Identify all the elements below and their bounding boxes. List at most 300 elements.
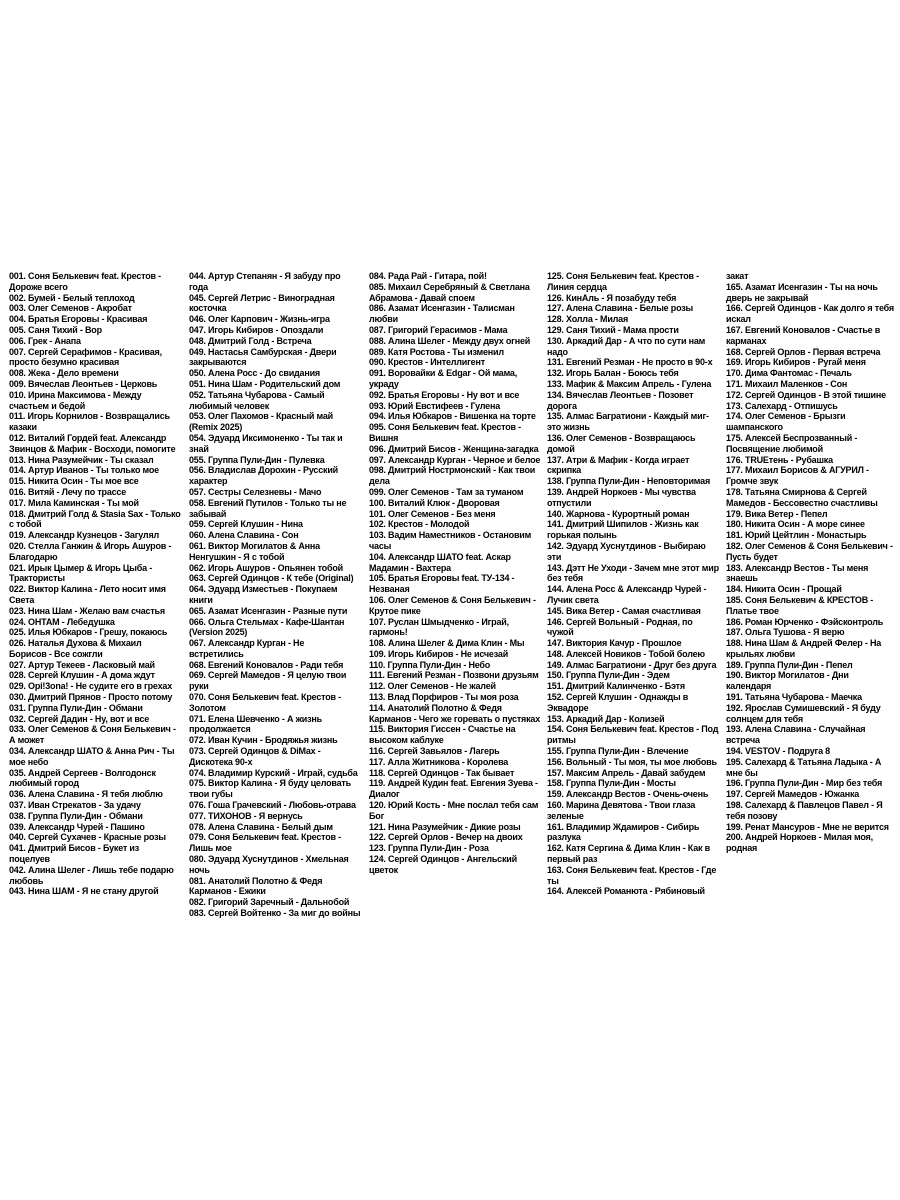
track-title: Группа Пули-Дин - Пепел <box>745 659 853 670</box>
track-entry <box>369 670 541 681</box>
track-title: Дмитрий Шипилов - Жизнь как горькая полынь <box>547 519 699 541</box>
track-number: 143. <box>547 562 564 573</box>
track-number: 139. <box>547 486 564 497</box>
track-entry <box>9 606 181 617</box>
track-title: Эдуард Иксимоненко - Ты так и знай <box>189 432 343 454</box>
track-entry <box>547 789 719 800</box>
track-entry <box>189 768 361 779</box>
track-title: Воровайки & Edgar - Ой мама, украду <box>369 368 518 389</box>
track-number: 033. <box>9 724 26 735</box>
track-entry <box>189 692 361 714</box>
track-entry <box>9 293 181 304</box>
track-number: 105. <box>369 573 386 584</box>
track-title: Настасья Самбурская - Двери закрываются <box>189 346 337 368</box>
track-entry <box>547 800 719 822</box>
track-title: Соня Белькевич feat. Крестов - Дороже всего <box>9 271 161 292</box>
track-number: 198. <box>726 800 743 811</box>
track-entry <box>189 465 361 487</box>
track-title: Группа Пули-Дин - Небо <box>387 659 491 670</box>
track-entry <box>726 832 894 854</box>
track-title: Алексей Новиков - Тобой болею <box>566 648 705 659</box>
track-entry <box>547 519 719 541</box>
track-number: 019. <box>9 530 26 541</box>
track-entry <box>9 800 181 811</box>
track-entry <box>189 660 361 671</box>
track-number: 153. <box>547 713 564 724</box>
track-entry <box>9 660 181 671</box>
track-entry <box>189 832 361 854</box>
track-number: 070. <box>189 692 206 703</box>
track-entry <box>547 325 719 336</box>
track-number: 053. <box>189 411 206 422</box>
track-number: 030. <box>9 692 26 703</box>
track-entry <box>369 325 541 336</box>
track-entry <box>9 455 181 466</box>
track-number: 014. <box>9 465 26 476</box>
track-title: Юрий Кость - Мне послал тебя сам Бог <box>369 800 539 821</box>
track-number: 076. <box>189 800 206 811</box>
track-entry <box>9 541 181 563</box>
track-title: Алексей Романюта - Рябиновый <box>566 886 705 897</box>
track-entry <box>369 357 541 368</box>
track-number: 106. <box>369 594 386 605</box>
track-entry <box>369 832 541 843</box>
track-entry <box>369 390 541 401</box>
track-title: Виктория Гиссен - Счастье на высоком каблуке <box>369 724 516 746</box>
track-number: 150. <box>547 670 564 681</box>
track-title: Эдуард Изместьев - Покупаем книги <box>189 584 338 605</box>
track-entry <box>189 876 361 898</box>
track-number: 107. <box>369 616 386 627</box>
track-number: 058. <box>189 497 206 508</box>
track-title: Жека - Дело времени <box>28 368 119 379</box>
track-number: 167. <box>726 324 743 335</box>
track-title: Соня Белькевич feat. Крестов - Вишня <box>369 422 521 443</box>
track-number: 090. <box>369 357 386 368</box>
track-entry <box>547 541 719 563</box>
track-number: 042. <box>9 864 26 875</box>
track-number: 051. <box>189 378 206 389</box>
track-entry <box>9 681 181 692</box>
track-title: Алина Шелег - Между двух огней <box>388 335 531 346</box>
track-title: ТИХОНОВ - Я вернусь <box>208 810 303 821</box>
track-number: 025. <box>9 627 26 638</box>
track-number: 159. <box>547 789 564 800</box>
track-number: 036. <box>9 789 26 800</box>
track-entry <box>369 401 541 412</box>
track-number: 098. <box>369 465 386 476</box>
track-entry <box>9 509 181 531</box>
track-number: 180. <box>726 519 743 530</box>
track-entry <box>189 347 361 369</box>
track-entry <box>9 563 181 585</box>
track-entry <box>726 800 894 822</box>
track-entry <box>9 811 181 822</box>
tracklist-column-4 <box>547 271 719 897</box>
track-title: Салехард & Татьяна Ладыка - А мне бы <box>726 756 882 778</box>
track-entry <box>9 617 181 628</box>
track-title: Сергей Клушин - А дома ждут <box>28 670 155 681</box>
track-entry <box>189 854 361 876</box>
track-entry <box>726 368 894 379</box>
track-number: 049. <box>189 346 206 357</box>
track-entry <box>9 433 181 455</box>
track-entry <box>189 379 361 390</box>
track-number: 032. <box>9 713 26 724</box>
track-number: 037. <box>9 800 26 811</box>
track-number: 024. <box>9 616 26 627</box>
track-entry <box>9 530 181 541</box>
track-number: 179. <box>726 508 743 519</box>
track-entry <box>547 843 719 865</box>
track-entry <box>9 724 181 746</box>
track-entry <box>189 746 361 768</box>
track-entry <box>9 498 181 509</box>
track-title: Гоша Грачевский - Любовь-отрава <box>208 800 356 811</box>
track-number: 063. <box>189 573 206 584</box>
track-entry <box>369 552 541 574</box>
track-title: Алина Шелег & Дима Клин - Мы <box>388 638 525 649</box>
track-title: Сергей Одинцов & DiMax - Дискотека 90-х <box>189 746 321 767</box>
track-entry <box>189 325 361 336</box>
track-number: 120. <box>369 800 386 811</box>
track-entry <box>9 411 181 433</box>
track-title: Татьяна Смирнова & Сергей Мамедов - Бессовестно счастливы <box>726 486 878 508</box>
track-title: ТRUEтень - Рубашка <box>745 454 833 465</box>
track-entry <box>369 778 541 800</box>
track-number: 131. <box>547 357 564 368</box>
track-number: 086. <box>369 303 386 314</box>
track-number: 072. <box>189 735 206 746</box>
track-entry <box>369 271 541 282</box>
track-number: 102. <box>369 519 386 530</box>
track-entry <box>547 660 719 671</box>
track-entry <box>369 800 541 822</box>
track-number: 196. <box>726 778 743 789</box>
track-title: Виктор Могилатов & Анна Ненгушкин - Я с тобой <box>189 540 320 562</box>
track-number: 115. <box>369 724 386 735</box>
track-number: 011. <box>9 411 26 422</box>
track-title: Олег Семенов - Возвращаюсь домой <box>547 432 696 454</box>
track-number: 103. <box>369 530 386 541</box>
track-title: Группа Пули-Дин - Обмани <box>28 810 143 821</box>
track-number: 084. <box>369 271 386 281</box>
track-number: 006. <box>9 335 26 346</box>
track-entry <box>189 778 361 800</box>
track-title: Группа Пули-Дин - Неповторимая <box>566 476 710 487</box>
track-title: Азамат Исенгазин - Талисман любви <box>369 303 515 325</box>
track-number: 094. <box>369 411 386 422</box>
track-number: 068. <box>189 659 206 670</box>
track-title: Братья Егоровы - Красивая <box>28 314 148 325</box>
track-number: 200. <box>726 832 743 843</box>
track-entry <box>189 293 361 315</box>
track-title: Сестры Селезневы - Мачо <box>208 486 322 497</box>
track-entry <box>369 498 541 509</box>
track-title: Илья Юбкаров - Грешу, покаюсь <box>28 627 168 638</box>
track-entry <box>726 411 894 433</box>
track-entry <box>369 303 541 325</box>
track-title: Сергей Летрис - Виноградная косточка <box>189 292 335 314</box>
track-number: 191. <box>726 692 743 703</box>
track-entry <box>547 314 719 325</box>
track-number: 129. <box>547 324 564 335</box>
track-title: Артур Иванов - Ты только мое <box>28 465 159 476</box>
track-title: Григорий Заречный - Дальнобой <box>208 897 350 908</box>
track-number: 193. <box>726 724 743 735</box>
track-title: Евгений Коновалов - Ради тебя <box>208 659 344 670</box>
track-number: 110. <box>369 659 386 670</box>
track-title: Олег Семенов - Не жалей <box>387 681 496 692</box>
track-number: 066. <box>189 616 206 627</box>
track-number: 071. <box>189 713 206 724</box>
track-number: 077. <box>189 810 206 821</box>
track-entry <box>369 681 541 692</box>
track-entry <box>726 325 894 347</box>
track-entry <box>369 854 541 876</box>
track-entry <box>9 584 181 606</box>
track-entry <box>726 660 894 671</box>
track-number: 168. <box>726 346 743 357</box>
track-entry <box>9 271 181 293</box>
track-title: Сергей Орлов - Первая встреча <box>745 346 881 357</box>
track-entry <box>547 563 719 585</box>
track-title: Игорь Кибиров - Опоздали <box>208 324 324 335</box>
track-number: 125. <box>547 271 564 281</box>
track-entry <box>189 336 361 347</box>
track-entry <box>369 336 541 347</box>
track-title: Алла Житникова - Королева <box>387 756 509 767</box>
track-entry <box>369 757 541 768</box>
track-entry <box>189 530 361 541</box>
track-number: 022. <box>9 584 26 595</box>
track-number: 121. <box>369 821 386 832</box>
track-title: Иван Кучин - Бродяжья жизнь <box>208 735 338 746</box>
track-title: Сергей Одинцов - Ангельский цветок <box>369 854 517 875</box>
track-number: 147. <box>547 638 564 649</box>
track-number: 078. <box>189 821 206 832</box>
track-entry <box>726 617 894 628</box>
track-title: Группа Пули-Дин - Пулевка <box>208 454 325 465</box>
track-entry <box>547 746 719 757</box>
track-number: 173. <box>726 400 743 411</box>
track-title: Аркадий Дар - А что по сути нам надо <box>547 335 706 357</box>
track-number: 128. <box>547 314 564 325</box>
track-number: 065. <box>189 605 206 616</box>
track-title: Виктор Могилатов - Дни календаря <box>726 670 849 692</box>
track-title: Олег Семенов & Соня Белькевич - Крутое пике <box>369 594 536 616</box>
track-number: 192. <box>726 702 743 713</box>
track-entry <box>726 487 894 509</box>
track-title: Сергей Орлов - Вечер на двоих <box>388 832 523 843</box>
track-number: 169. <box>726 357 743 368</box>
track-entry <box>9 692 181 703</box>
track-entry <box>547 303 719 314</box>
track-title: Соня Белькевич feat. Крестов - Золотом <box>189 692 341 713</box>
track-title: Олег Семенов - Акробат <box>28 303 132 314</box>
track-title: Дмитрий Калинченко - Бэтя <box>566 681 685 692</box>
track-entry <box>726 541 894 563</box>
track-number: 041. <box>9 843 26 854</box>
track-title: Татьяна Чубарова - Самый любимый человек <box>189 389 325 411</box>
track-title: Opi!3ona! - Не судите его в грехах <box>28 681 172 692</box>
track-title: Александр Чурей - Пашино <box>28 821 145 832</box>
track-number: 163. <box>547 864 564 875</box>
track-title: Алена Славина - Белый дым <box>208 821 333 832</box>
track-title: Андрей Кудин feat. Евгения Зуева - Диалог <box>369 778 538 800</box>
track-title: Алена Славина - Я тебя люблю <box>28 789 163 800</box>
track-title: Александр ШАТО feat. Аскар Мадамин - Вахтера <box>369 551 511 573</box>
track-number: 075. <box>189 778 206 789</box>
track-number: 195. <box>726 756 743 767</box>
track-number: 183. <box>726 562 743 573</box>
track-title: Бумей - Белый теплоход <box>28 292 135 303</box>
track-title: Нина Шам - Желаю вам счастья <box>28 605 165 616</box>
track-title: Игорь Балан - Боюсь тебя <box>566 368 679 379</box>
track-title: Игорь Кибиров - Ругай меня <box>745 357 866 368</box>
track-number: 056. <box>189 465 206 476</box>
track-number: 087. <box>369 324 386 335</box>
track-title: Вячеслав Леонтьев - Позовет дорога <box>547 389 694 411</box>
track-number: 174. <box>726 411 743 422</box>
track-entry <box>9 465 181 476</box>
track-number: 166. <box>726 303 743 314</box>
track-title: Евгений Коновалов - Счастье в карманах <box>726 324 881 346</box>
track-entry <box>189 433 361 455</box>
track-number: 114. <box>369 702 386 713</box>
track-number: 095. <box>369 422 386 433</box>
track-title: Ирык Цымер & Игорь Цыба - Трактористы <box>9 562 153 584</box>
track-entry <box>189 519 361 530</box>
track-number: 170. <box>726 368 743 379</box>
track-entry <box>547 433 719 455</box>
track-entry <box>726 271 894 282</box>
track-entry <box>9 627 181 638</box>
track-number: 176. <box>726 454 743 465</box>
track-entry <box>547 584 719 606</box>
track-entry <box>726 357 894 368</box>
track-entry <box>547 336 719 358</box>
track-entry <box>369 347 541 358</box>
track-number: 145. <box>547 605 564 616</box>
track-entry <box>9 379 181 390</box>
track-title: Виктория Качур - Прошлое <box>566 638 682 649</box>
track-number: 060. <box>189 530 206 541</box>
track-title: Группа Пули-Дин - Мосты <box>566 778 676 789</box>
track-title: Ренат Мансуров - Мне не верится <box>745 821 889 832</box>
track-number: 046. <box>189 314 206 325</box>
track-entry <box>369 692 541 703</box>
track-entry <box>189 563 361 574</box>
track-number: 038. <box>9 810 26 821</box>
track-title: Сергей Вольный - Родная, по чужой <box>547 616 693 638</box>
track-number: 057. <box>189 486 206 497</box>
track-entry <box>369 368 541 390</box>
track-entry <box>189 271 361 293</box>
track-number: 149. <box>547 659 564 670</box>
track-number: 020. <box>9 540 26 551</box>
track-title: Группа Пули-Дин - Роза <box>388 843 489 854</box>
track-entry <box>726 379 894 390</box>
track-title: Никита Осин - А море синее <box>745 519 865 530</box>
track-title: Игорь Корнилов - Возвращались казаки <box>9 411 170 433</box>
track-number: 138. <box>547 476 564 487</box>
track-number: 199. <box>726 821 743 832</box>
track-number: 091. <box>369 368 386 379</box>
track-title: Дима Фантомас - Печаль <box>745 368 852 379</box>
track-number: 062. <box>189 562 206 573</box>
track-title: Александр Курган - Не встретились <box>189 638 305 659</box>
track-title: Олег Семенов - Там за туманом <box>388 486 524 497</box>
track-entry <box>369 519 541 530</box>
track-number: 088. <box>369 335 386 346</box>
track-entry <box>726 627 894 638</box>
track-number: 074. <box>189 767 206 778</box>
track-title: Роман Юрченко - Фэйсконтроль <box>745 616 884 627</box>
track-number: 123. <box>369 843 386 854</box>
track-title: Крестов - Молодой <box>388 519 470 530</box>
track-title: Соня Белькевич feat. Крестов - Где ты <box>547 864 717 886</box>
track-title: Алена Славина - Случайная встреча <box>726 724 866 746</box>
track-number: 190. <box>726 670 743 681</box>
track-number: 109. <box>369 648 386 659</box>
track-title: Алмас Багратиони - Друг без друга <box>566 659 717 670</box>
track-number: 141. <box>547 519 564 530</box>
track-title: Братья Егоровы feat. ТУ-134 - Незваная <box>369 573 515 595</box>
track-number: 007. <box>9 346 26 357</box>
track-title: Братья Егоровы - Ну вот и все <box>388 389 520 400</box>
track-title: Нина Разумейчик - Ты сказал <box>28 454 154 465</box>
track-title: Алена Славина - Сон <box>208 530 299 541</box>
track-title: Григорий Герасимов - Мама <box>388 324 508 335</box>
track-title: Ольга Стельмах - Кафе-Шантан (Version 2025) <box>189 616 345 638</box>
track-title: Соня Белькевич feat. Крестов - Лишь мое <box>189 832 341 854</box>
track-title: Никита Осин - Ты мое все <box>28 476 139 487</box>
track-title: Соня Белькевич & КРЕСТОВ - Платье твое <box>726 594 874 616</box>
track-entry <box>547 778 719 789</box>
track-number: 016. <box>9 486 26 497</box>
track-number: 026. <box>9 638 26 649</box>
track-entry <box>9 865 181 887</box>
track-entry <box>726 509 894 520</box>
track-title: Группа Пули-Дин - Влечение <box>566 746 689 757</box>
track-title: Сергей Клушин - Нина <box>208 519 303 530</box>
track-entry <box>726 530 894 541</box>
track-entry <box>9 476 181 487</box>
track-number: 181. <box>726 530 743 541</box>
track-entry <box>547 768 719 779</box>
track-number: 175. <box>726 432 743 443</box>
track-number: 116. <box>369 746 386 757</box>
track-title: Олег Семенов & Соня Белькевич - Пусть будет <box>726 540 893 562</box>
track-title: Грек - Анапа <box>28 335 81 346</box>
track-title: Крестов - Интеллигент <box>388 357 485 368</box>
track-entry <box>9 886 181 897</box>
track-title: Михаил Борисов & АГУРИЛ - Громче звук <box>726 465 869 487</box>
track-number: 134. <box>547 389 564 400</box>
track-entry <box>547 649 719 660</box>
track-title: Дмитрий Голд & Stasia Sax - Только с тобой <box>9 508 181 530</box>
track-number: 039. <box>9 821 26 832</box>
track-title: Елена Шевченко - А жизнь продолжается <box>189 713 322 735</box>
track-entry <box>189 714 361 736</box>
track-number: 161. <box>547 821 564 832</box>
track-number: 108. <box>369 638 386 649</box>
track-title: Сергей Одинцов - Так бывает <box>387 767 515 778</box>
track-number: 059. <box>189 519 206 530</box>
track-title: Андрей Норкоев - Мы чувства отпустили <box>547 486 696 508</box>
track-title: Юрий Евстифеев - Гулена <box>388 400 501 411</box>
